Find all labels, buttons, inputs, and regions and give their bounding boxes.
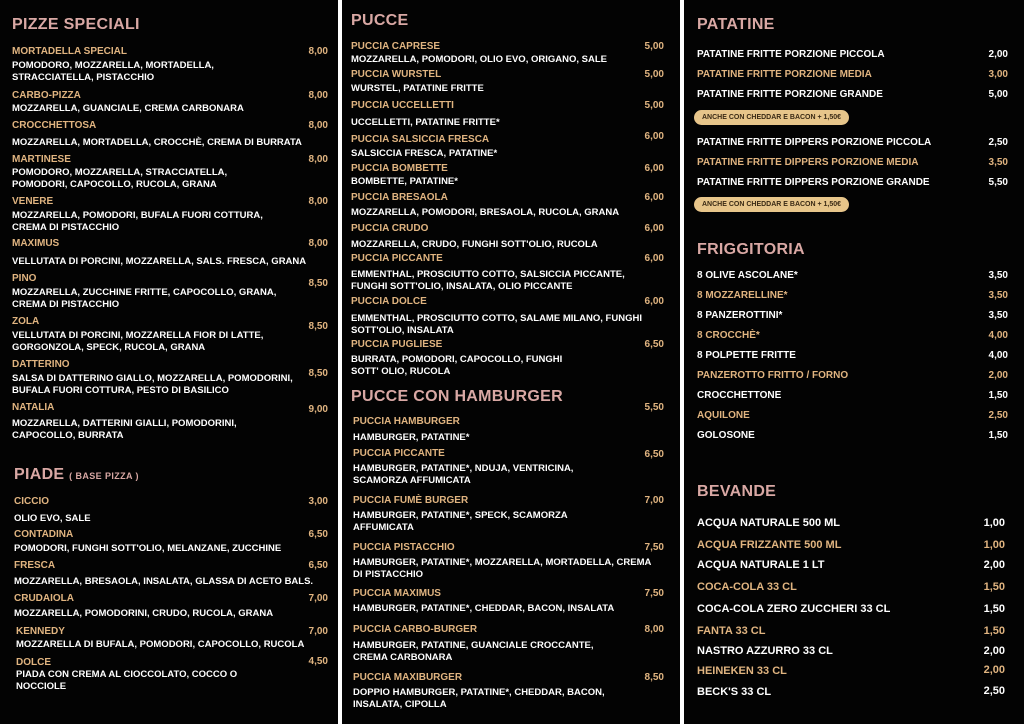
item-price: 8,00 [308, 46, 328, 57]
item-price: 6,50 [644, 449, 664, 460]
section-title-pucce-hamburger: PUCCE CON HAMBURGER [351, 388, 563, 405]
item-price: 6,00 [644, 163, 664, 174]
item-price: 6,00 [644, 223, 664, 234]
item-desc: MOZZARELLA, GUANCIALE, CREMA CARBONARA [12, 103, 244, 114]
item-desc: BOMBETTE, PATATINE* [351, 176, 458, 187]
patatine-item: PATATINE FRITTE DIPPERS PORZIONE GRANDE [697, 177, 930, 188]
item-price: 7,50 [644, 542, 664, 553]
bevande-price: 1,00 [983, 539, 1005, 551]
section-title-piade-text: PIADE [14, 466, 65, 483]
friggitoria-price: 4,00 [988, 330, 1008, 341]
bevande-item: FANTA 33 CL [697, 625, 766, 637]
item-price: 6,50 [308, 560, 328, 571]
item-desc: HAMBURGER, PATATINE*, SPECK, SCAMORZA AFFUMICATA [353, 510, 568, 533]
friggitoria-price: 3,50 [988, 270, 1008, 281]
patatine-item: PATATINE FRITTE DIPPERS PORZIONE MEDIA [697, 157, 919, 168]
item-price: 8,00 [308, 196, 328, 207]
item-price: 5,00 [644, 41, 664, 52]
patatine-price: 3,50 [988, 157, 1008, 168]
extra-badge: ANCHE CON CHEDDAR E BACON + 1,50€ [694, 197, 849, 212]
bevande-price: 1,50 [983, 603, 1005, 615]
item-desc: HAMBURGER, PATATINE*, NDUJA, VENTRICINA, SCAMORZA AFFUMICATA [353, 463, 574, 486]
friggitoria-price: 1,50 [988, 430, 1008, 441]
patatine-price: 5,00 [988, 89, 1008, 100]
item-name: MORTADELLA SPECIAL [12, 46, 127, 57]
item-name: PUCCIA PUGLIESE [351, 339, 443, 350]
friggitoria-price: 3,50 [988, 290, 1008, 301]
item-desc: MOZZARELLA, POMODORINI, CRUDO, RUCOLA, GRANA [14, 608, 274, 619]
extra-badge: ANCHE CON CHEDDAR E BACON + 1,50€ [694, 110, 849, 125]
item-price: 6,00 [644, 253, 664, 264]
friggitoria-item: 8 CROCCHÈ* [697, 330, 760, 341]
item-price: 8,50 [644, 672, 664, 683]
item-name: PUCCIA BRESAOLA [351, 192, 448, 203]
section-title-pucce: PUCCE [351, 12, 409, 29]
menu-panel-patatine [684, 0, 1024, 724]
item-name: PUCCIA DOLCE [351, 296, 427, 307]
item-name: KENNEDY [16, 626, 65, 637]
item-price: 7,00 [308, 593, 328, 604]
item-desc: EMMENTHAL, PROSCIUTTO COTTO, SALSICCIA PICCANTE, FUNGHI SOTT'OLIO, INSALATA, OLIO PICCANTE [351, 269, 625, 292]
item-name: FRESCA [14, 560, 56, 571]
item-price: 8,00 [308, 90, 328, 101]
bevande-price: 1,00 [983, 517, 1005, 529]
item-desc: PIADA CON CREMA AL CIOCCOLATO, COCCO O NOCCIOLE [16, 669, 238, 692]
bevande-price: 2,50 [983, 685, 1005, 697]
friggitoria-item: 8 POLPETTE FRITTE [697, 350, 796, 361]
bevande-item: BECK'S 33 CL [697, 686, 772, 698]
item-desc: HAMBURGER, PATATINE* [353, 432, 470, 443]
bevande-item: COCA-COLA 33 CL [697, 581, 797, 593]
bevande-item: ACQUA FRIZZANTE 500 ML [697, 539, 842, 551]
item-price: 7,00 [644, 495, 664, 506]
item-name: DOLCE [16, 657, 51, 668]
friggitoria-item: 8 MOZZARELLINE* [697, 290, 788, 301]
friggitoria-price: 4,00 [988, 350, 1008, 361]
bevande-price: 1,50 [983, 625, 1005, 637]
section-subtitle-piade: ( BASE PIZZA ) [69, 471, 139, 481]
menu-panel-pizze [0, 0, 338, 724]
item-desc: MOZZARELLA, CRUDO, FUNGHI SOTT'OLIO, RUCOLA [351, 239, 598, 250]
item-name: PUCCIA PICCANTE [353, 448, 445, 459]
bevande-item: COCA-COLA ZERO ZUCCHERI 33 CL [697, 603, 891, 615]
item-price: 8,00 [308, 120, 328, 131]
item-desc: BURRATA, POMODORI, CAPOCOLLO, FUNGHI SOTT' OLIO, RUCOLA [351, 354, 563, 377]
item-name: PUCCIA MAXIBURGER [353, 672, 463, 683]
item-name: PUCCIA CARBO-BURGER [353, 624, 478, 635]
patatine-price: 3,00 [988, 69, 1008, 80]
item-price: 8,00 [308, 154, 328, 165]
item-desc: MOZZARELLA, ZUCCHINE FRITTE, CAPOCOLLO, GRANA, CREMA DI PISTACCHIO [12, 287, 277, 310]
item-desc: VELLUTATA DI PORCINI, MOZZARELLA, SALS. FRESCA, GRANA [12, 256, 307, 267]
item-name: CONTADINA [14, 529, 74, 540]
friggitoria-item: 8 PANZEROTTINI* [697, 310, 783, 321]
patatine-price: 2,50 [988, 137, 1008, 148]
item-desc: VELLUTATA DI PORCINI, MOZZARELLA FIOR DI LATTE, GORGONZOLA, SPECK, RUCOLA, GRANA [12, 330, 264, 353]
item-desc: MOZZARELLA, DATTERINI GIALLI, POMODORINI, CAPOCOLLO, BURRATA [12, 418, 237, 441]
item-desc: SALSA DI DATTERINO GIALLO, MOZZARELLA, POMODORINI, BUFALA FUORI COTTURA, PESTO DI BASILICO [12, 373, 293, 396]
item-desc: MOZZARELLA, POMODORI, BUFALA FUORI COTTURA, CREMA DI PISTACCHIO [12, 210, 263, 233]
item-price: 8,50 [308, 368, 328, 379]
friggitoria-item: 8 OLIVE ASCOLANE* [697, 270, 798, 281]
item-name: CROCCHETTOSA [12, 120, 97, 131]
section-title-piade [14, 466, 139, 484]
item-price: 8,00 [644, 624, 664, 635]
bevande-item: ACQUA NATURALE 1 LT [697, 559, 825, 571]
item-desc: DOPPIO HAMBURGER, PATATINE*, CHEDDAR, BACON, INSALATA, CIPOLLA [353, 687, 605, 710]
item-name: PUCCIA HAMBURGER [353, 416, 460, 427]
item-price: 5,50 [644, 402, 664, 413]
item-name: VENERE [12, 196, 54, 207]
item-desc: MOZZARELLA, MORTADELLA, CROCCHÈ, CREMA DI BURRATA [12, 137, 302, 148]
friggitoria-price: 2,00 [988, 370, 1008, 381]
item-price: 8,50 [308, 278, 328, 289]
item-desc: POMODORI, FUNGHI SOTT'OLIO, MELANZANE, ZUCCHINE [14, 543, 282, 554]
item-price: 7,00 [308, 626, 328, 637]
item-name: MAXIMUS [12, 238, 60, 249]
item-price: 4,50 [308, 656, 328, 667]
item-desc: OLIO EVO, SALE [14, 513, 91, 524]
item-desc: MOZZARELLA, POMODORI, OLIO EVO, ORIGANO, SALE [351, 54, 607, 65]
item-name: PUCCIA PISTACCHIO [353, 542, 455, 553]
item-price: 7,50 [644, 588, 664, 599]
item-price: 5,00 [644, 69, 664, 80]
item-desc: EMMENTHAL, PROSCIUTTO COTTO, SALAME MILANO, FUNGHI SOTT'OLIO, INSALATA [351, 313, 642, 336]
item-desc: HAMBURGER, PATATINE*, CHEDDAR, BACON, INSALATA [353, 603, 615, 614]
item-name: PUCCIA UCCELLETTI [351, 100, 454, 111]
item-price: 6,50 [644, 339, 664, 350]
item-name: PUCCIA FUMÈ BURGER [353, 495, 469, 506]
bevande-item: NASTRO AZZURRO 33 CL [697, 645, 833, 657]
friggitoria-item: PANZEROTTO FRITTO / FORNO [697, 370, 849, 381]
bevande-price: 2,00 [983, 645, 1005, 657]
item-name: PUCCIA CRUDO [351, 223, 429, 234]
item-desc: POMODORO, MOZZARELLA, MORTADELLA, STRACCIATELLA, PISTACCHIO [12, 60, 214, 83]
item-desc: WURSTEL, PATATINE FRITTE [351, 83, 484, 94]
item-desc: HAMBURGER, PATATINE, GUANCIALE CROCCANTE, CREMA CARBONARA [353, 640, 594, 663]
patatine-item: PATATINE FRITTE PORZIONE PICCOLA [697, 49, 885, 60]
patatine-item: PATATINE FRITTE DIPPERS PORZIONE PICCOLA [697, 137, 932, 148]
item-desc: MOZZARELLA, POMODORI, BRESAOLA, RUCOLA, GRANA [351, 207, 620, 218]
item-name: PUCCIA WURSTEL [351, 69, 442, 80]
item-name: PINO [12, 273, 37, 284]
item-desc: MOZZARELLA, BRESAOLA, INSALATA, GLASSA DI ACETO BALS. [14, 576, 314, 587]
bevande-price: 1,50 [983, 581, 1005, 593]
section-title-pizze-speciali: PIZZE SPECIALI [12, 16, 140, 33]
menu-panel-pucce [342, 0, 680, 724]
patatine-price: 5,50 [988, 177, 1008, 188]
item-desc: HAMBURGER, PATATINE*, MOZZARELLA, MORTADELLA, CREMA DI PISTACCHIO [353, 557, 651, 580]
item-price: 8,50 [308, 321, 328, 332]
item-desc: UCCELLETTI, PATATINE FRITTE* [351, 117, 500, 128]
item-name: PUCCIA CAPRESE [351, 41, 441, 52]
item-name: PUCCIA MAXIMUS [353, 588, 441, 599]
item-name: MARTINESE [12, 154, 71, 165]
item-name: CARBO-PIZZA [12, 90, 81, 101]
bevande-price: 2,00 [983, 664, 1005, 676]
bevande-item: ACQUA NATURALE 500 ML [697, 517, 841, 529]
item-name: ZOLA [12, 316, 40, 327]
friggitoria-item: GOLOSONE [697, 430, 755, 441]
bevande-item: HEINEKEN 33 CL [697, 665, 787, 677]
item-name: PUCCIA BOMBETTE [351, 163, 448, 174]
item-name: NATALIA [12, 402, 55, 413]
item-price: 6,00 [644, 192, 664, 203]
item-price: 5,00 [644, 100, 664, 111]
section-title-patatine: PATATINE [697, 16, 775, 33]
patatine-item: PATATINE FRITTE PORZIONE MEDIA [697, 69, 872, 80]
item-price: 6,50 [308, 529, 328, 540]
patatine-item: PATATINE FRITTE PORZIONE GRANDE [697, 89, 883, 100]
item-name: DATTERINO [12, 359, 70, 370]
item-name: CRUDAIOLA [14, 593, 74, 604]
friggitoria-price: 2,50 [988, 410, 1008, 421]
section-title-bevande: BEVANDE [697, 483, 777, 500]
friggitoria-price: 3,50 [988, 310, 1008, 321]
item-name: PUCCIA SALSICCIA FRESCA [351, 134, 490, 145]
item-desc: POMODORO, MOZZARELLA, STRACCIATELLA, POMODORI, CAPOCOLLO, RUCOLA, GRANA [12, 167, 228, 190]
item-desc: MOZZARELLA DI BUFALA, POMODORI, CAPOCOLLO, RUCOLA [16, 639, 305, 650]
item-price: 6,00 [644, 131, 664, 142]
bevande-price: 2,00 [983, 559, 1005, 571]
item-name: CICCIO [14, 496, 49, 507]
friggitoria-item: CROCCHETTONE [697, 390, 782, 401]
item-price: 3,00 [308, 496, 328, 507]
item-price: 8,00 [308, 238, 328, 249]
friggitoria-price: 1,50 [988, 390, 1008, 401]
patatine-price: 2,00 [988, 49, 1008, 60]
friggitoria-item: AQUILONE [697, 410, 750, 421]
item-price: 6,00 [644, 296, 664, 307]
item-name: PUCCIA PICCANTE [351, 253, 443, 264]
item-desc: SALSICCIA FRESCA, PATATINE* [351, 148, 498, 159]
item-price: 9,00 [308, 404, 328, 415]
section-title-friggitoria: FRIGGITORIA [697, 241, 805, 258]
